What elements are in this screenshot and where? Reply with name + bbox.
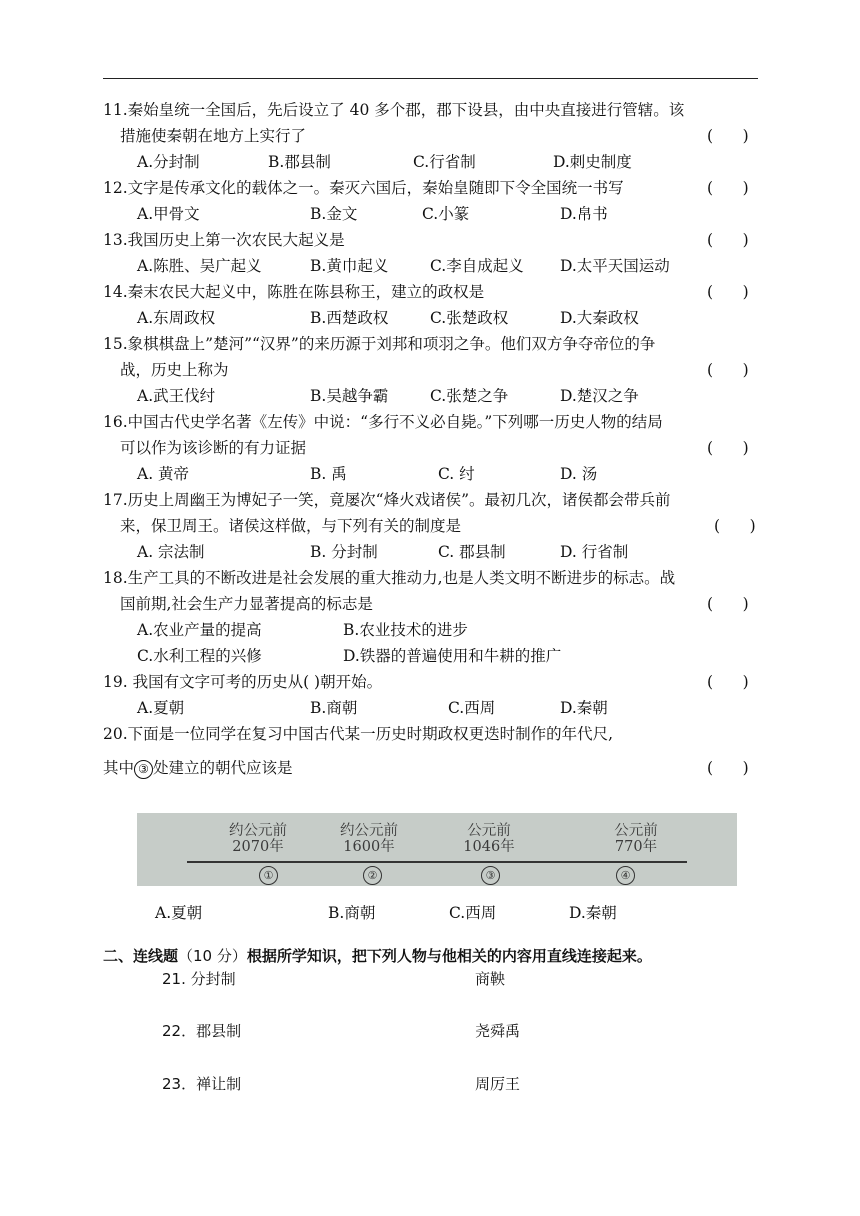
timeline-point-4-year: 770年 [614, 839, 658, 855]
q16-answer-blank[interactable]: ( ) [707, 439, 749, 457]
q19-option-d[interactable]: D.秦朝 [560, 699, 608, 717]
q12-option-b[interactable]: B.金文 [310, 205, 358, 223]
q17-option-a[interactable]: A. 宗法制 [137, 543, 205, 561]
timeline-point-2-prefix: 约公元前 [340, 823, 398, 839]
q15-option-c[interactable]: C.张楚之争 [430, 387, 509, 405]
q15-option-b[interactable]: B.吴越争霸 [310, 387, 389, 405]
q15-answer-blank[interactable]: ( ) [707, 361, 749, 379]
match-left-item-23[interactable]: 23．禅让制 [162, 1075, 242, 1093]
q12-option-d[interactable]: D.帛书 [560, 205, 608, 223]
q14-option-d[interactable]: D.大秦政权 [560, 309, 639, 327]
q18-option-a[interactable]: A.农业产量的提高 [137, 621, 262, 639]
timeline-mark-1: ① [259, 866, 278, 885]
timeline-point-1-year: 2070年 [232, 839, 284, 855]
q17-option-c[interactable]: C. 郡县制 [438, 543, 506, 561]
timeline-point-4-label [581, 823, 691, 855]
q18-option-d[interactable]: D.铁器的普遍使用和牛耕的推广 [343, 647, 562, 665]
section-2-heading [103, 945, 652, 966]
q12-stem-line1: 12.文字是传承文化的载体之一。秦灭六国后，秦始皇随即下令全国统一书写 [103, 179, 624, 197]
q14-option-c[interactable]: C.张楚政权 [430, 309, 509, 327]
q16-stem-line1: 16.中国古代史学名著《左传》中说：“多行不义必自毙。”下列哪一历史人物的结局 [103, 413, 663, 431]
q19-option-a[interactable]: A.夏朝 [137, 699, 185, 717]
q18-option-c[interactable]: C.水利工程的兴修 [137, 647, 262, 665]
q20-stem-line2 [103, 758, 293, 779]
timeline-point-3-label [434, 823, 544, 855]
section-2-instruction: 根据所学知识，把下列人物与他相关的内容用直线连接起来。 [246, 947, 652, 965]
timeline-mark-4: ④ [616, 866, 635, 885]
q18-option-b[interactable]: B.农业技术的进步 [343, 621, 468, 639]
q14-answer-blank[interactable]: ( ) [707, 283, 749, 301]
timeline-point-2-label [314, 823, 424, 855]
q12-answer-blank[interactable]: ( ) [707, 179, 749, 197]
q13-stem-line1: 13.我国历史上第一次农民大起义是 [103, 231, 345, 249]
q11-answer-blank[interactable]: ( ) [707, 127, 749, 145]
q17-stem-line1: 17.历史上周幽王为博妃子一笑，竟屡次“烽火戏诸侯”。最初几次，诸侯都会带兵前 [103, 491, 671, 509]
timeline-point-4-prefix: 公元前 [614, 823, 658, 839]
timeline-point-3-year: 1046年 [463, 839, 515, 855]
circled-number-3: ③ [134, 760, 153, 779]
q15-stem-line2: 战，历史上称为 [120, 361, 229, 379]
q19-option-b[interactable]: B.商朝 [310, 699, 358, 717]
q11-option-c[interactable]: C.行省制 [413, 153, 476, 171]
timeline-figure [137, 813, 737, 886]
q16-stem-line2: 可以作为该诊断的有力证据 [120, 439, 307, 457]
timeline-mark-3: ③ [481, 866, 500, 885]
q19-answer-blank[interactable]: ( ) [707, 673, 749, 691]
q20-option-c[interactable]: C.西周 [449, 904, 497, 922]
q16-option-b[interactable]: B. 禹 [310, 465, 347, 483]
q14-option-a[interactable]: A.东周政权 [137, 309, 216, 327]
q12-option-a[interactable]: A.甲骨文 [137, 205, 200, 223]
timeline-point-3-prefix: 公元前 [467, 823, 511, 839]
timeline-point-1-label [203, 823, 313, 855]
q14-option-b[interactable]: B.西楚政权 [310, 309, 389, 327]
q16-option-d[interactable]: D. 汤 [560, 465, 598, 483]
q20-option-b[interactable]: B.商朝 [328, 904, 376, 922]
q20-stem-suffix: 处建立的朝代应该是 [153, 759, 293, 777]
q17-answer-blank[interactable]: ( ) [714, 517, 756, 535]
q16-option-c[interactable]: C. 纣 [438, 465, 475, 483]
q13-answer-blank[interactable]: ( ) [707, 231, 749, 249]
q20-stem-prefix: 其中 [103, 759, 135, 777]
q11-stem-line1: 11.秦始皇统一全国后，先后设立了 40 多个郡，郡下设县，由中央直接进行管辖。该 [103, 101, 685, 119]
q17-option-d[interactable]: D. 行省制 [560, 543, 629, 561]
timeline-mark-2: ② [363, 866, 382, 885]
q14-stem-line1: 14.秦末农民大起义中，陈胜在陈县称王，建立的政权是 [103, 283, 485, 301]
q18-answer-blank[interactable]: ( ) [707, 595, 749, 613]
q19-option-c[interactable]: C.西周 [448, 699, 496, 717]
q15-stem-line1: 15.象棋棋盘上”楚河”“汉界”的来历源于刘邦和项羽之争。他们双方争夺帝位的争 [103, 335, 656, 353]
q15-option-d[interactable]: D.楚汉之争 [560, 387, 639, 405]
q11-option-d[interactable]: D.刺史制度 [553, 153, 632, 171]
match-left-item-22[interactable]: 22．郡县制 [162, 1022, 242, 1040]
q20-option-d[interactable]: D.秦朝 [569, 904, 617, 922]
timeline-point-2-year: 1600年 [343, 839, 395, 855]
q13-option-d[interactable]: D.太平天国运动 [560, 257, 670, 275]
q11-stem-line2: 措施使秦朝在地方上实行了 [120, 127, 307, 145]
section-2-score: （10 分） [178, 947, 247, 965]
q12-option-c[interactable]: C.小篆 [422, 205, 470, 223]
q20-stem-line1: 20.下面是一位同学在复习中国古代某一历史时期政权更迭时制作的年代尺, [103, 725, 614, 743]
q13-option-c[interactable]: C.李自成起义 [430, 257, 524, 275]
timeline-axis [187, 861, 687, 863]
q17-stem-line2: 来，保卫周王。诸侯这样做，与下列有关的制度是 [120, 517, 462, 535]
section-2-title: 二、连线题 [103, 947, 179, 965]
match-right-item-3[interactable]: 周厉王 [475, 1075, 521, 1093]
timeline-point-1-prefix: 约公元前 [229, 823, 287, 839]
match-right-item-2[interactable]: 尧舜禹 [475, 1022, 521, 1040]
match-left-item-21[interactable]: 21. 分封制 [162, 970, 236, 988]
q18-stem-line2: 国前期,社会生产力显著提高的标志是 [120, 595, 373, 613]
q17-option-b[interactable]: B. 分封制 [310, 543, 378, 561]
q19-stem-line1: 19. 我国有文字可考的历史从( )朝开始。 [103, 673, 383, 691]
q11-option-a[interactable]: A.分封制 [137, 153, 200, 171]
q15-option-a[interactable]: A.武王伐纣 [137, 387, 216, 405]
q13-option-a[interactable]: A.陈胜、吴广起义 [137, 257, 262, 275]
header-rule [103, 78, 758, 79]
q11-option-b[interactable]: B.郡县制 [268, 153, 331, 171]
q18-stem-line1: 18.生产工具的不断改进是社会发展的重大推动力,也是人类文明不断进步的标志。战 [103, 569, 676, 587]
match-right-item-1[interactable]: 商鞅 [475, 970, 506, 988]
q16-option-a[interactable]: A. 黄帝 [137, 465, 190, 483]
q13-option-b[interactable]: B.黄巾起义 [310, 257, 389, 275]
q20-option-a[interactable]: A.夏朝 [155, 904, 203, 922]
q20-answer-blank[interactable]: ( ) [707, 759, 749, 777]
